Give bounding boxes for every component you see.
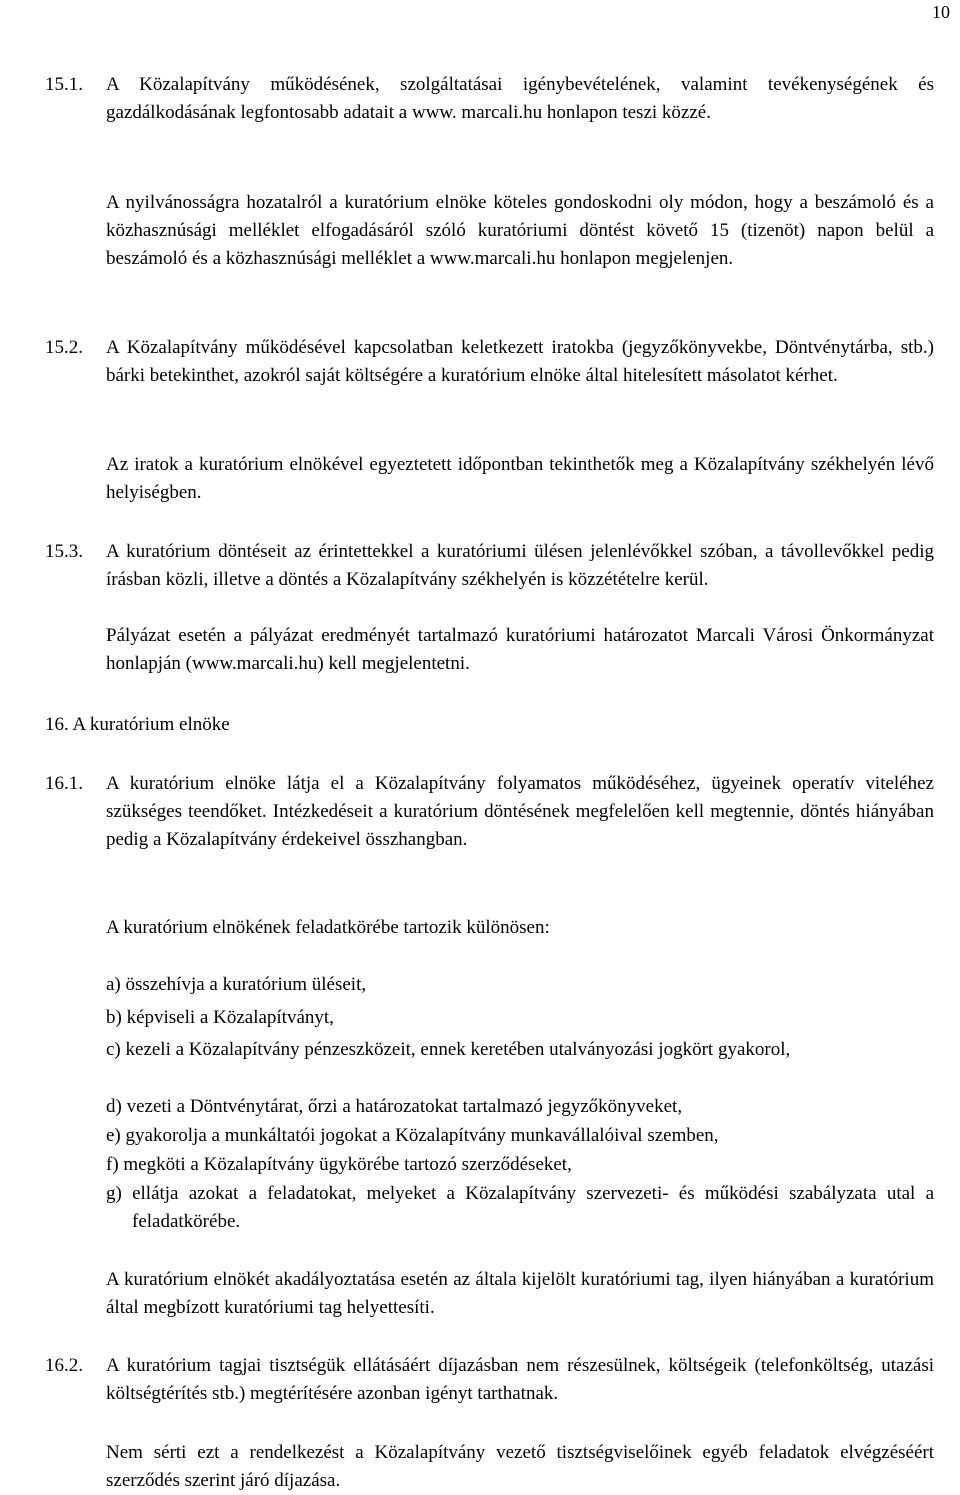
list-item-b: b) képviseli a Közalapítványt, bbox=[106, 1007, 334, 1028]
section-number-16-2: 16.2. bbox=[45, 1355, 83, 1376]
section-number-15-2: 15.2. bbox=[45, 337, 83, 358]
section-number-16-1: 16.1. bbox=[45, 773, 83, 794]
section-number-15-3: 15.3. bbox=[45, 541, 83, 562]
list-item-e: e) gyakorolja a munkáltatói jogokat a Közalapítvány munkavállalóival szemben, bbox=[106, 1125, 719, 1146]
section-15-3-text: A kuratórium döntéseit az érintettekkel a kuratóriumi ülésen jelenlévőkkel szóban, a távollevőkkel pedig írásban közli, illetve a döntés a Közalapítvány székhelyén is közzétételre kerül. bbox=[106, 541, 934, 590]
list-item-c: c) kezeli a Közalapítvány pénzeszközeit, ennek keretében utalványozási jogkört gyakorol, bbox=[106, 1039, 791, 1060]
section-16-1-intro: A kuratórium elnökének feladatkörébe tartozik különösen: bbox=[106, 917, 550, 938]
list-item-f: f) megköti a Közalapítvány ügykörébe tartozó szerződéseket, bbox=[106, 1154, 572, 1175]
section-16-2-paragraph-2: Nem sérti ezt a rendelkezést a Közalapítvány vezető tisztségviselőinek egyéb feladatok elvégzéséért szerződés szerint járó díjazása. bbox=[106, 1442, 934, 1491]
section-number-15-1: 15.1. bbox=[45, 74, 83, 95]
section-15-3-paragraph-2: Pályázat esetén a pályázat eredményét tartalmazó kuratóriumi határozatot Marcali Városi Önkormányzat honlapján (www.marcali.hu) kell megjelentetni. bbox=[106, 625, 934, 674]
list-item-a: a) összehívja a kuratórium üléseit, bbox=[106, 974, 367, 995]
section-15-1-text: A Közalapítvány működésének, szolgáltatásai igénybevételének, valamint tevékenységének és gazdálkodásának legfontosabb adatait a www. marcali.hu honlapon teszi közzé. bbox=[106, 74, 934, 123]
section-15-2-paragraph-2: Az iratok a kuratórium elnökével egyeztetett időpontban tekinthetők meg a Közalapítvány székhelyén lévő helyiségben. bbox=[106, 454, 934, 503]
section-heading-16: 16. A kuratórium elnöke bbox=[45, 714, 230, 735]
section-16-1-text: A kuratórium elnöke látja el a Közalapítvány folyamatos működéséhez, ügyeinek operatív viteléhez szükséges teendőket. Intézkedéseit a kuratórium döntésének megfelelően kell megtennie, döntés hiányában pedig a Közalapítvány érdekeivel összhangban. bbox=[106, 773, 934, 850]
list-item-g: g) ellátja azokat a feladatokat, melyeket a Közalapítvány szervezeti- és működési szabályzata utal a feladatkörébe. bbox=[106, 1183, 934, 1232]
page-number: 10 bbox=[932, 2, 950, 22]
section-15-1-paragraph-2: A nyilvánosságra hozatalról a kuratórium elnöke köteles gondoskodni oly módon, hogy a beszámoló és a közhasznúsági melléklet elfogadásáról szóló kuratóriumi döntést követő 15 (tizenöt) napon belül a beszámoló és a közhasznúsági melléklet a www.marcali.hu honlapon megjelenjen. bbox=[106, 192, 934, 269]
section-16-1-closing-paragraph: A kuratórium elnökét akadályoztatása esetén az általa kijelölt kuratóriumi tag, ilyen hiányában a kuratórium által megbízott kuratóriumi tag helyettesíti. bbox=[106, 1269, 934, 1318]
section-15-2-text: A Közalapítvány működésével kapcsolatban keletkezett iratokba (jegyzőkönyvekbe, Döntvénytárba, stb.) bárki betekinthet, azokról saját költségére a kuratórium elnöke által hitelesített másolatot kérhet. bbox=[106, 337, 934, 386]
section-16-2-text: A kuratórium tagjai tisztségük ellátásáért díjazásban nem részesülnek, költségeik (telefonköltség, utazási költségtérítés stb.) megtérítésére azonban igényt tarthatnak. bbox=[106, 1355, 934, 1404]
list-item-d: d) vezeti a Döntvénytárat, őrzi a határozatokat tartalmazó jegyzőkönyveket, bbox=[106, 1096, 683, 1117]
